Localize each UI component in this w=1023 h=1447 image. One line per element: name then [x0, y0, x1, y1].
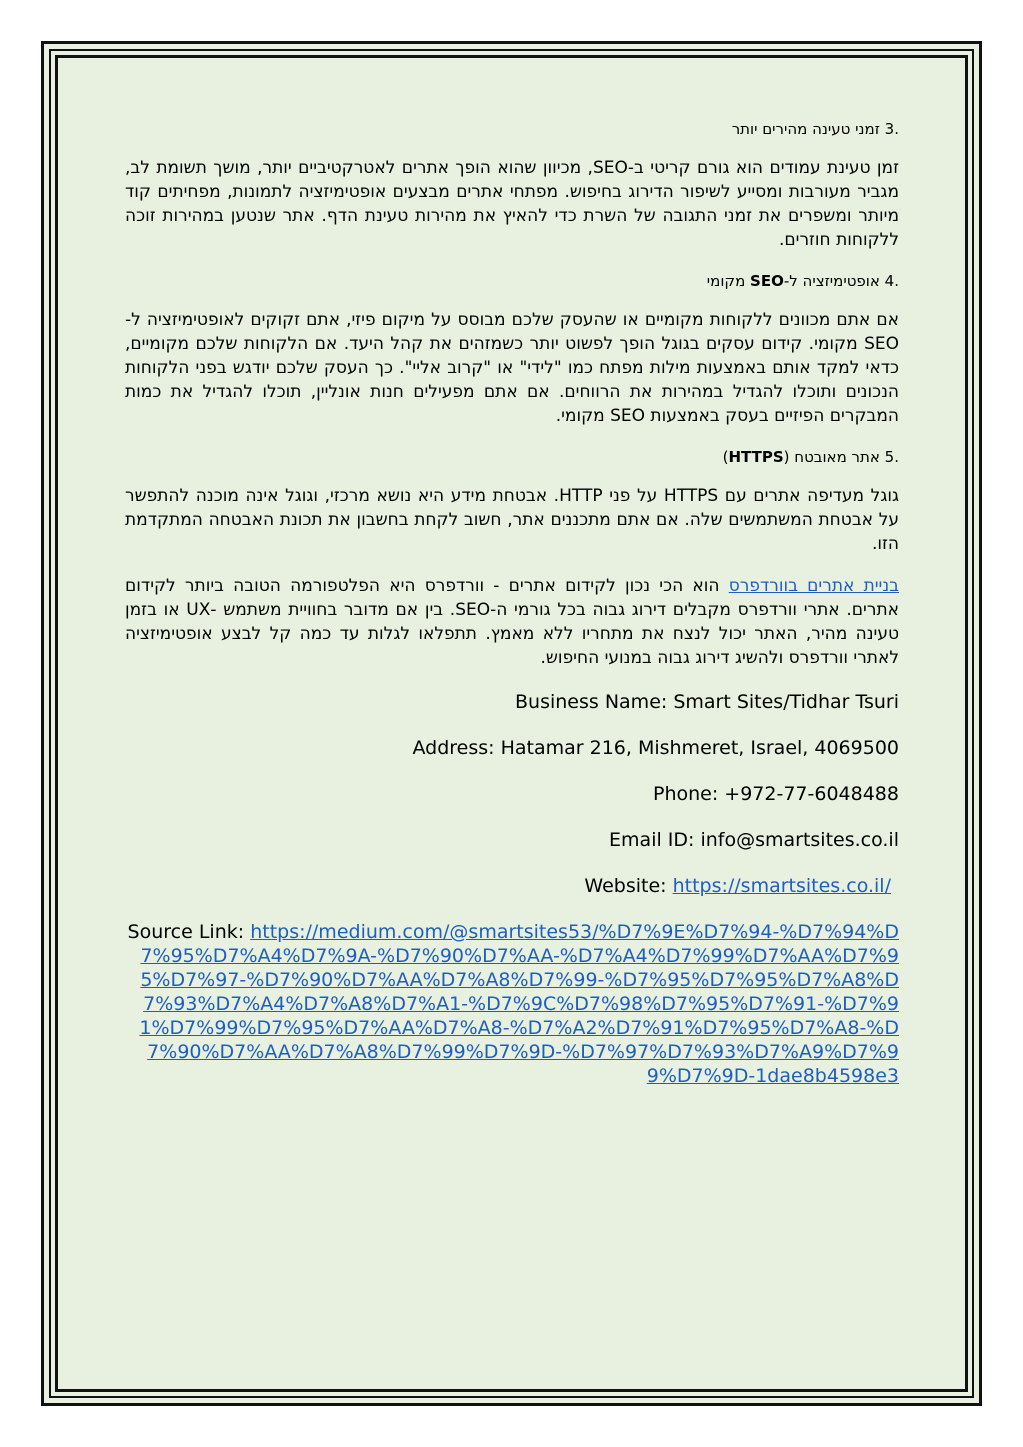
- website-link[interactable]: https://smartsites.co.il/: [672, 875, 891, 897]
- phone: Phone: +972-77-6048488: [653, 783, 899, 805]
- source-link-line: [125, 920, 899, 1088]
- closing-body: הוא הכי נכון לקידום אתרים - וורדפרס היא הפלטפורמה הטובה ביותר לקידום אתרים. אתרי וורדפרס מקבלים דירוג גבוה בכל גורמי ה-SEO. בין אם מדובר בחוויית משתמש -UX או בזמן טעינה מהיר, האתר יכול לנצח את מתחריו ללא מאמץ. תתפלאו לגלות עד כמה קל לבצע אופטימיזציה לאתרי וורדפרס ולהשיג דירוג גבוה במנועי החיפוש.: [125, 576, 899, 668]
- address: Address: Hatamar 216, Mishmeret, Israel, 4069500: [412, 737, 899, 759]
- section-4-heading: [125, 270, 899, 292]
- section-4-heading-suffix: מקומי: [706, 272, 751, 290]
- section-4-heading-bold: SEO: [750, 272, 784, 290]
- section-5-heading-prefix: .5 אתר מאובטח (: [783, 448, 899, 466]
- source-link[interactable]: https://medium.com/@smartsites53/%D7%9E%D7%94-%D7%94%D7%95%D7%A4%D7%9A-%D7%90%D7%AA-%D7%A4%D7%99%D7%AA%D7%95%D7%97-%D7%90%D7%AA%D7%A8%D7%99-%D7%95%D7%95%D7%A8%D7%93%D7%A4%D7%A8%D7%A1-%D7%9C%D7%98%D7%95%D7%91-%D7%91%D7%99%D7%95%D7%AA%D7%A8-%D7%A2%D7%91%D7%95%D7%A8-%D7%90%D7%AA%D7%A8%D7%99%D7%9D-%D7%97%D7%93%D7%A9%D7%99%D7%9D-1dae8b4598e3: [139, 921, 899, 1087]
- section-4-body: אם אתם מכוונים ללקוחות מקומיים או שהעסק שלכם מבוסס על מיקום פיזי, אתם זקוקים לאופטימיזציה ל-SEO מקומי. קידום עסקים בגוגל הופך לפשוט יותר כשמזהים את קהל היעד. אם הלקוחות שלכם מקומיים, כדאי למקד אותם באמצעות מילות מפתח כמו "לידי" או "קרוב אליי". כך העסק שלכם יודגש בפני הלקוחות הנכונים ותוכלו להגדיל במהירות את הרווחים. אם אתם מפעילים חנות אונליין, תוכלו להגדיל את כמות המבקרים הפיזיים בעסק באמצעות SEO מקומי.: [125, 310, 899, 426]
- email: Email ID: info@smartsites.co.il: [609, 829, 899, 851]
- website-label: Website:: [584, 875, 673, 897]
- section-4-heading-prefix: .4 אופטימיזציה ל-: [783, 272, 899, 290]
- section-3-heading: .3 זמני טעינה מהירים יותר: [731, 120, 899, 138]
- website: [125, 874, 899, 898]
- section-5-heading-bold: HTTPS: [728, 448, 784, 466]
- section-5-heading-suffix: ): [722, 448, 729, 466]
- wordpress-sites-link[interactable]: בניית אתרים בוורדפרס: [728, 576, 899, 596]
- business-name: Business Name: Smart Sites/Tidhar Tsuri: [515, 691, 899, 713]
- section-5-body: גוגל מעדיפה אתרים עם HTTPS על פני HTTP. אבטחת מידע היא נושא מרכזי, וגוגל אינה מוכנה להתפשר על אבטחת המשתמשים שלה. אם אתם מתכננים אתר, חשוב לקחת בחשבון את תכונת האבטחה המתקדמת הזו.: [125, 486, 899, 554]
- source-link-label: Source Link:: [127, 921, 251, 943]
- section-3-body: זמן טעינת עמודים הוא גורם קריטי ב-SEO, מכיוון שהוא הופך אתרים לאטרקטיביים יותר, מושך תשומת לב, מגביר מעורבות ומסייע לשיפור הדירוג בחיפוש. מפתחי אתרים מבצעים אופטימיזציה לתמונות, מפחיתים קוד מיותר ומשפרים את זמני התגובה של השרת כדי להאיץ את מהירות טעינת הדף. אתר שנטען במהירות זוכה ללקוחות חוזרים.: [125, 158, 899, 250]
- document-content: [125, 118, 899, 1088]
- section-5-heading: [125, 446, 899, 468]
- closing-paragraph: [125, 574, 899, 670]
